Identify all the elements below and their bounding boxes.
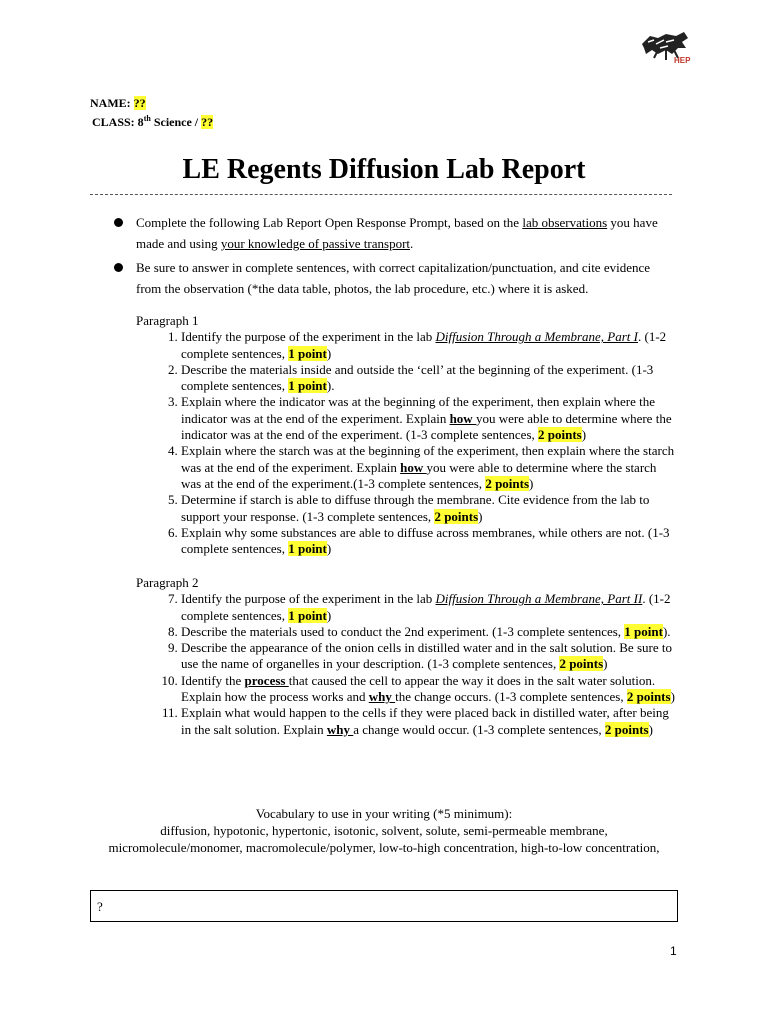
paragraph-heading: Paragraph 2 — [136, 575, 199, 590]
vocabulary-line: micromolecule/monomer, macromolecule/polymer, low-to-high concentration, high-to-low concentration, — [108, 840, 660, 855]
paragraph-2-section — [136, 575, 676, 738]
question-item: 11. Explain what would happen to the cells if they were placed back in distilled water, after being in the salt solution. Explain why a change would occur. (1-3 complete sentences, 2 points) — [181, 705, 676, 738]
question-item: 3. Explain where the indicator was at the beginning of the experiment, then explain where the indicator was at the end of the experiment. Explain how you were able to determine where the indicator was at the end of the experiment. (1-3 complete sentences, 2 points) — [181, 394, 676, 443]
page-number: 1 — [670, 944, 677, 958]
answer-text: ? — [97, 899, 103, 914]
question-item: 4. Explain where the starch was at the beginning of the experiment, then explain where the starch was at the end of the experiment. Explain how you were able to determine where the starch was at the end of the experiment.(1-3 complete sentences, 2 points) — [181, 443, 676, 492]
question-item: 8. Describe the materials used to conduct the 2nd experiment. (1-3 complete sentences, 1 point). — [181, 624, 676, 640]
vocabulary-heading: Vocabulary to use in your writing (*5 minimum): — [255, 806, 513, 821]
question-item: 10. Identify the process that caused the cell to appear the way it does in the salt water solution. Explain how the process works and why the change occurs. (1-3 complete sentences, 2 points) — [181, 673, 676, 706]
instruction-item: Complete the following Lab Report Open Response Prompt, based on the lab observations you have made and using your knowledge of passive transport. — [108, 212, 676, 254]
question-item: 6. Explain why some substances are able to diffuse across membranes, while others are not. (1-3 complete sentences, 1 point) — [181, 525, 676, 558]
question-item: 1. Identify the purpose of the experiment in the lab Diffusion Through a Membrane, Part I. (1-2 complete sentences, 1 point) — [181, 329, 676, 362]
name-row: NAME: ?? — [90, 96, 146, 110]
question-item: 5. Determine if starch is able to diffuse through the membrane. Cite evidence from the lab to support your response. (1-3 complete sentences, 2 points) — [181, 492, 676, 525]
question-item: 9. Describe the appearance of the onion cells in distilled water and in the salt solution. Be sure to use the name of organelles in your description. (1-3 complete sentences, 2 points) — [181, 640, 676, 673]
vocabulary-section — [90, 805, 678, 856]
question-item: 2. Describe the materials inside and outside the ‘cell’ at the beginning of the experiment. (1-3 complete sentences, 1 point). — [181, 362, 676, 395]
paragraph-1-section — [136, 313, 676, 557]
instruction-item: Be sure to answer in complete sentences, with correct capitalization/punctuation, and cite evidence from the observation (*the data table, photos, the lab procedure, etc.) where it is asked. — [108, 257, 676, 299]
student-info — [90, 95, 213, 130]
question-item: 7. Identify the purpose of the experiment in the lab Diffusion Through a Membrane, Part II. (1-2 complete sentences, 1 point) — [181, 591, 676, 624]
name-value[interactable]: ?? — [133, 96, 146, 110]
class-value[interactable]: ?? — [201, 115, 214, 129]
page-title: LE Regents Diffusion Lab Report — [182, 154, 586, 185]
vocabulary-line: diffusion, hypotonic, hypertonic, isotonic, solvent, solute, semi-permeable membrane, — [160, 823, 608, 838]
instructions-list — [108, 212, 676, 302]
school-logo — [636, 26, 692, 70]
dashed-divider — [90, 194, 672, 195]
paragraph-heading: Paragraph 1 — [136, 313, 199, 328]
answer-box[interactable] — [90, 890, 678, 922]
logo-text: HEP — [674, 56, 691, 65]
class-row: CLASS: 8th Science / ?? — [92, 114, 214, 129]
